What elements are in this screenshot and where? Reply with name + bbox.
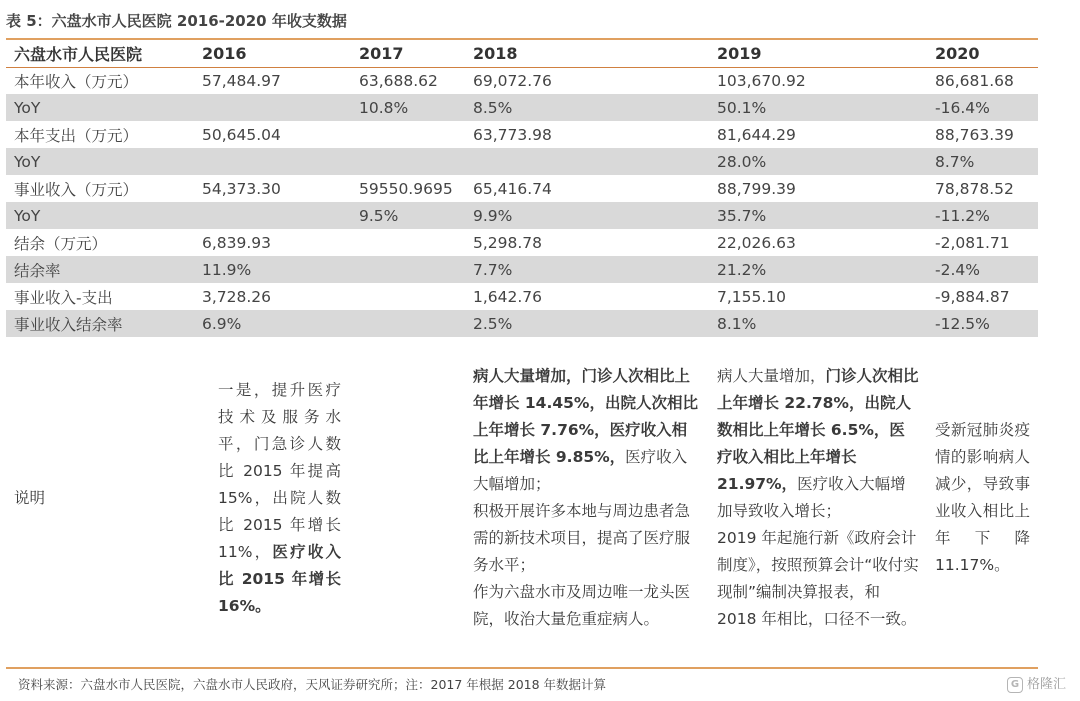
cell-2018: 65,416.74 (473, 179, 552, 198)
row-label: 结余（万元） (14, 234, 108, 253)
cell-2017: 63,688.62 (359, 71, 438, 90)
header-year-2020: 2020 (927, 40, 1038, 67)
cell-2016: 54,373.30 (202, 179, 281, 198)
cell-2016: 50,645.04 (202, 125, 281, 144)
note-2016-bold: 医疗收入比 2015 年增长 16%。 (218, 542, 341, 615)
note-2019 (709, 337, 927, 659)
row-label: YoY (6, 202, 194, 229)
cell-2016 (194, 148, 351, 175)
cell-2017: 10.8% (351, 94, 465, 121)
cell-2018: 69,072.76 (473, 71, 552, 90)
cell-2017 (351, 283, 465, 310)
cell-2019: 22,026.63 (717, 233, 796, 252)
table-row (6, 94, 1038, 121)
table-row (6, 202, 1038, 229)
cell-2016 (194, 202, 351, 229)
cell-2019: 103,670.92 (717, 71, 806, 90)
header-row (6, 40, 1038, 67)
note-2018-text: 医疗收入大幅增加； (473, 448, 688, 493)
source-note: 资料来源：六盘水市人民医院，六盘水市人民政府，天风证券研究所；注：2017 年根据 2018 年数据计算 (18, 677, 607, 692)
note-2018-lead: 作为六盘水市及周边唯一龙头医院，收治大量危重症病人。 (473, 583, 691, 628)
table-row (6, 310, 1038, 337)
cell-2020: 8.7% (927, 148, 1038, 175)
note-row (6, 337, 1038, 659)
header-hospital: 六盘水市人民医院 (6, 40, 194, 67)
cell-2019: 28.0% (709, 148, 927, 175)
note-2019-growth: 医疗收入大幅增加导致收入增长； (717, 475, 906, 520)
cell-2018: 1,642.76 (473, 287, 543, 306)
row-label: 结余率 (6, 256, 194, 283)
cell-2019: 50.1% (709, 94, 927, 121)
row-label: 本年支出（万元） (14, 126, 139, 145)
bottom-rule (6, 667, 1038, 669)
row-label: YoY (6, 148, 194, 175)
header-year-2016: 2016 (194, 40, 351, 67)
row-label: YoY (6, 94, 194, 121)
cell-2019: 88,799.39 (717, 179, 796, 198)
cell-2017: 59550.9695 (359, 179, 453, 198)
note-2019-text: 病人大量增加， (717, 367, 826, 385)
table-row (6, 148, 1038, 175)
brand-text: 格隆汇 (1026, 677, 1066, 692)
cell-2020: 78,878.52 (935, 179, 1014, 198)
cell-2020: -2.4% (927, 256, 1038, 283)
note-2018-tech: 积极开展许多本地与周边患者急需的新技术项目，提高了医疗服务水平； (473, 502, 691, 574)
note-2018 (465, 337, 709, 659)
row-label: 事业收入（万元） (14, 180, 139, 199)
cell-2018: 9.9% (465, 202, 709, 229)
cell-2020: -16.4% (927, 94, 1038, 121)
header-year-2017: 2017 (351, 40, 465, 67)
table-row (6, 175, 1038, 202)
cell-2019: 8.1% (709, 310, 927, 337)
cell-2016: 6,839.93 (202, 233, 272, 252)
note-2016-text: 一是，提升医疗技术及服务水平，门急诊人数比 2015 年提高 15%，出院人数比 2015 年增长 11%， (218, 380, 341, 561)
cell-2019: 35.7% (709, 202, 927, 229)
table-title: 表 5：六盘水市人民医院 2016-2020 年收支数据 (6, 12, 347, 30)
table-row (6, 256, 1038, 283)
revenue-expense-table (6, 40, 1038, 659)
cell-2020: -11.2% (927, 202, 1038, 229)
header-year-2019: 2019 (709, 40, 927, 67)
cell-2016: 11.9% (194, 256, 351, 283)
cell-2016: 6.9% (194, 310, 351, 337)
table-row (6, 121, 1038, 148)
note-2019-bold: 门诊人次相比上年增长 22.78%，出院人数相比上年增长 6.5%，医疗收入相比上年增长 21.97%， (717, 367, 919, 493)
table-row (6, 229, 1038, 256)
row-label: 事业收入结余率 (6, 310, 194, 337)
table-row (6, 283, 1038, 310)
note-2020 (927, 337, 1038, 659)
note-label: 说明 (14, 488, 46, 507)
cell-2018: 5,298.78 (473, 233, 543, 252)
cell-2020: -2,081.71 (935, 233, 1010, 252)
cell-2020: -9,884.87 (935, 287, 1010, 306)
cell-2017 (351, 148, 465, 175)
row-label: 事业收入-支出 (14, 288, 113, 307)
brand-watermark (1007, 676, 1066, 694)
note-2017 (351, 337, 465, 659)
cell-2018: 8.5% (465, 94, 709, 121)
cell-2020: 88,763.39 (935, 125, 1014, 144)
cell-2017 (351, 310, 465, 337)
header-year-2018: 2018 (465, 40, 709, 67)
cell-2020: -12.5% (927, 310, 1038, 337)
cell-2017 (351, 256, 465, 283)
table-row (6, 67, 1038, 94)
note-2020-text: 受新冠肺炎疫情的影响病人减少，导致事业收入相比上年下降 11.17%。 (935, 421, 1030, 574)
cell-2016: 57,484.97 (202, 71, 281, 90)
note-2016 (194, 337, 351, 659)
cell-2017: 9.5% (351, 202, 465, 229)
cell-2016: 3,728.26 (202, 287, 272, 306)
cell-2018: 63,773.98 (473, 125, 552, 144)
cell-2017 (351, 229, 465, 256)
cell-2017 (351, 121, 465, 148)
cell-2019: 81,644.29 (717, 125, 796, 144)
row-label: 本年收入（万元） (14, 72, 139, 91)
cell-2020: 86,681.68 (935, 71, 1014, 90)
cell-2018: 2.5% (465, 310, 709, 337)
note-2019-policy: 2019 年起施行新《政府会计制度》，按照预算会计“收付实现制”编制决算报表，和 2018 年相比，口径不一致。 (717, 529, 919, 628)
cell-2016 (194, 94, 351, 121)
cell-2018: 7.7% (465, 256, 709, 283)
gelonghui-logo-icon: G (1007, 677, 1023, 693)
cell-2019: 21.2% (709, 256, 927, 283)
cell-2018 (465, 148, 709, 175)
cell-2019: 7,155.10 (717, 287, 787, 306)
note-2018-bold: 病人大量增加，门诊人次相比上年增长 14.45%，出院人次相比上年增长 7.76%，医疗收入相比上年增长 9.85%， (473, 367, 698, 466)
